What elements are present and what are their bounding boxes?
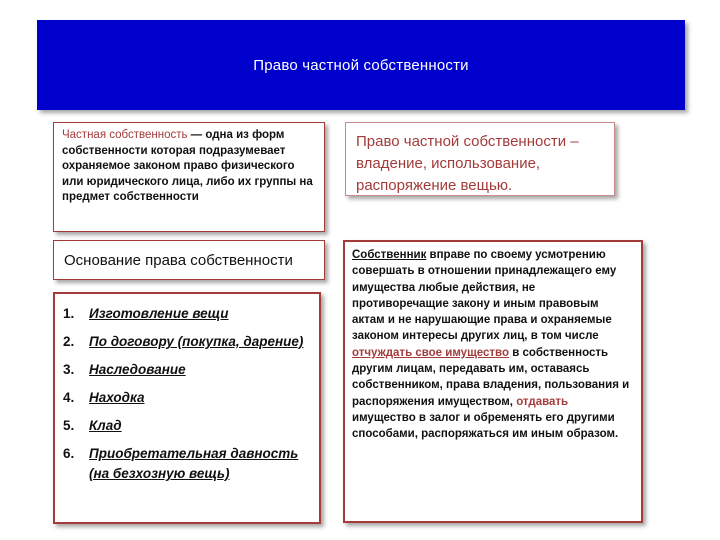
list-item [63,416,311,436]
list-item [63,332,311,352]
list-item-label: Наследование [89,362,186,377]
owner-rights-text-1: вправе по своему усмотрению совершать в отношении принадлежащего ему имущества любые действия, не противоречащие закону и иным правовым актам и не нарушающие права и охраняемые законом интересы других лиц, в том числе [352,249,617,343]
owner-pledge-highlight: отдавать [516,395,569,408]
list-item-label: По договору (покупка, дарение) [89,334,304,349]
slide-title: Право частной собственности [253,56,469,74]
definition-text: — одна из форм собственности которая подразумевает охраняемое законом право физического или юридического лица, либо их группы на предмет собственности [62,129,313,203]
right-definition-box [345,122,615,196]
list-item-label: Находка [89,390,145,405]
slide-header [37,20,685,110]
list-item [63,444,311,484]
owner-alienate-highlight: отчуждать свое имущество [352,346,509,359]
list-item-number: 6. [63,446,75,461]
list-item-number: 5. [63,418,75,433]
list-item-label: Приобретательная давность (на безхозную вещь) [89,446,299,481]
owner-rights-box [343,240,643,523]
grounds-header-box [53,240,325,280]
owner-rights-text-3: имущество в залог и обременять его другими способами, распоряжаться им иным образом. [352,411,619,441]
definition-box [53,122,325,232]
owner-rights-text-2: в собственность другим лицам, передавать им, оставаясь собственником, права владения, пользования и распоряжения имуществом, [352,346,630,408]
grounds-list-box [53,292,321,524]
list-item-label: Изготовление вещи [89,306,229,321]
list-item [63,304,311,324]
list-item-number: 4. [63,390,75,405]
list-item-number: 1. [63,306,75,321]
right-definition-text: Право частной собственности – владение, использование, распоряжение вещью. [356,133,579,194]
list-item-number: 2. [63,334,75,349]
list-item-number: 3. [63,362,75,377]
definition-term: Частная собственность [62,129,188,141]
owner-subject: Собственник [352,249,427,261]
list-item-label: Клад [89,418,122,433]
list-item [63,388,311,408]
grounds-header-text: Основание права собственности [64,251,293,269]
list-item [63,360,311,380]
grounds-list [63,304,311,484]
